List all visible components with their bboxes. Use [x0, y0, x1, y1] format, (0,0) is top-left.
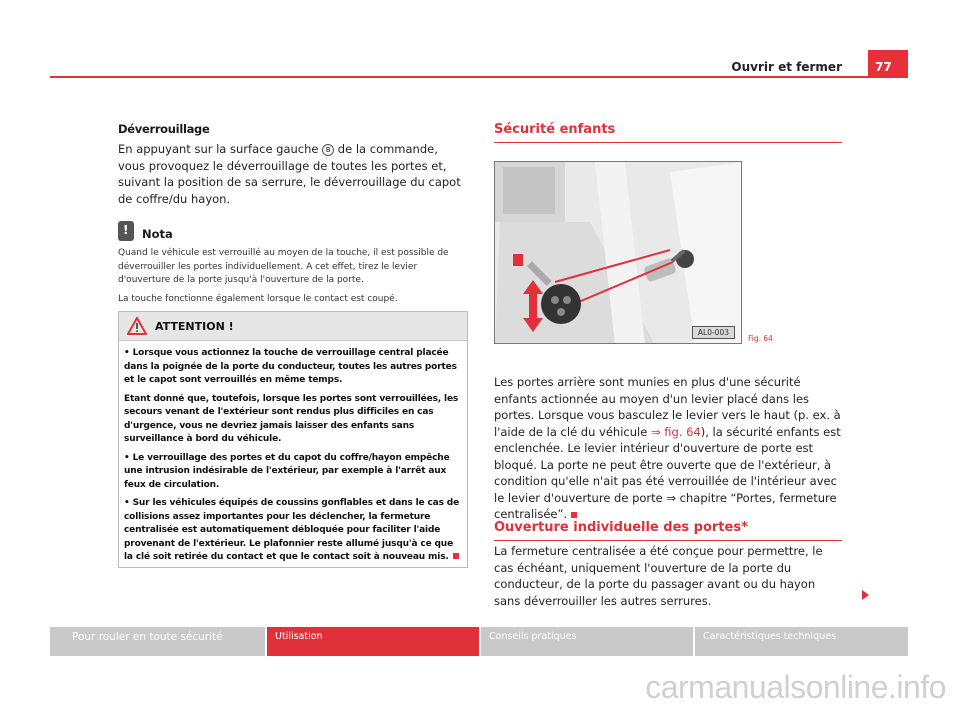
- child-safety-heading: Sécurité enfants: [494, 122, 842, 143]
- individual-opening-paragraph: La fermeture centralisée a été conçue pour permettre, le cas échéant, uniquement l'ouverture de la porte du conducteur, de la porte du passager avant ou du hayon sans déverrouiller les autres serrures.: [494, 544, 823, 608]
- tab-usage[interactable]: Utilisation: [267, 627, 479, 656]
- nota-header: [118, 219, 468, 241]
- para-text-a: Les portes arrière sont munies en plus d'une sécurité enfants actionnée au moyen d'un levier placé dans les portes. Lorsque vous basculez le levier vers le haut (p. ex. à l'aide de la clé du véhicule: [494, 375, 841, 439]
- figure-link[interactable]: ⇒ fig. 64: [650, 424, 701, 439]
- individual-opening-heading: Ouverture individuelle des portes*: [494, 520, 842, 541]
- child-safety-paragraph: [494, 374, 842, 523]
- attention-box: [118, 311, 468, 568]
- figure-code: AL0-003: [692, 326, 735, 339]
- attention-item-text: • Sur les véhicules équipés de coussins gonflables et dans le cas de collisions assez importantes pour les déclencher, la fermeture centralisée est automatiquement débloquée pour faciliter l'aide provenant de l'extérieur. Le plafonnier reste allumé jusqu'à ce que la clé soit retirée du contact et que le contact soit à nouveau mis.: [124, 498, 460, 562]
- page-header-title: Ouvrir et fermer: [731, 60, 842, 74]
- attention-item: • Le verrouillage des portes et du capot du coffre/hayon empêche une intrusion indésirable de l'extérieur, par exemple à l'arrêt aux feux de circulation.: [124, 452, 450, 490]
- attention-body: [119, 341, 467, 565]
- attention-title: ATTENTION !: [155, 319, 234, 333]
- attention-item: [124, 497, 462, 565]
- tab-practical-tips[interactable]: Conseils pratiques: [481, 627, 693, 656]
- nota-title: Nota: [142, 227, 173, 241]
- attention-item: Etant donné que, toutefois, lorsque les portes sont verrouillées, les secours venant de l'extérieur sont rendus plus difficiles en cas d'urgence, vous ne devriez jamais laisser des enfants sans surveillance à bord du véhicule.: [124, 393, 459, 444]
- end-marker-icon: [453, 553, 459, 559]
- callout-badge-b: B: [322, 144, 334, 156]
- note-icon: [118, 221, 134, 241]
- watermark: carmanualsonline.info: [645, 669, 946, 705]
- end-marker-icon: [571, 512, 577, 518]
- door-illustration: [495, 162, 742, 344]
- continue-arrow-icon: [862, 590, 869, 600]
- figure-caption: Fig. 64: [748, 334, 773, 343]
- page-number: 77: [868, 50, 908, 78]
- tab-technical-specs[interactable]: Caractéristiques techniques: [695, 627, 908, 656]
- attention-header: [119, 312, 467, 341]
- warning-triangle-icon: [127, 317, 147, 335]
- left-column: [118, 122, 468, 306]
- para-text-b: ), la sécurité enfants est enclenchée. Le levier intérieur d'ouverture de porte est bloqué. La porte ne peut être ouverte que de l'extérieur, à condition qu'elle n'ait pas été verrouillée de l'intérieur avec le levier d'ouverture de porte ⇒ chapitre “Portes, fermeture centralisée”.: [494, 424, 841, 521]
- nota-text-2: La touche fonctionne également lorsque le contact est coupé.: [118, 293, 398, 304]
- tab-safety[interactable]: Pour rouler en toute sécurité: [50, 627, 265, 656]
- right-column: [494, 122, 842, 143]
- unlocking-subheading: Déverrouillage: [118, 122, 210, 136]
- unlocking-paragraph: [118, 141, 468, 207]
- para-text-a: En appuyant sur la surface gauche: [118, 142, 323, 156]
- header-rule: [50, 76, 908, 78]
- para-text-b: de la commande, vous provoquez le déverrouillage de toutes les portes et, suivant la position de sa serrure, le déverrouillage du capot de coffre/du hayon.: [118, 142, 461, 206]
- attention-item: • Lorsque vous actionnez la touche de verrouillage central placée dans la poignée de la porte du conducteur, toutes les autres portes et le capot sont verrouillés en même temps.: [124, 348, 457, 385]
- figure-child-lock: [494, 161, 742, 344]
- nota-text-1: Quand le véhicule est verrouillé au moyen de la touche, il est possible de déverrouiller les portes individuellement. A cet effet, tirez le levier d'ouverture de la porte jusqu'à l'ouverture de la porte.: [118, 248, 449, 285]
